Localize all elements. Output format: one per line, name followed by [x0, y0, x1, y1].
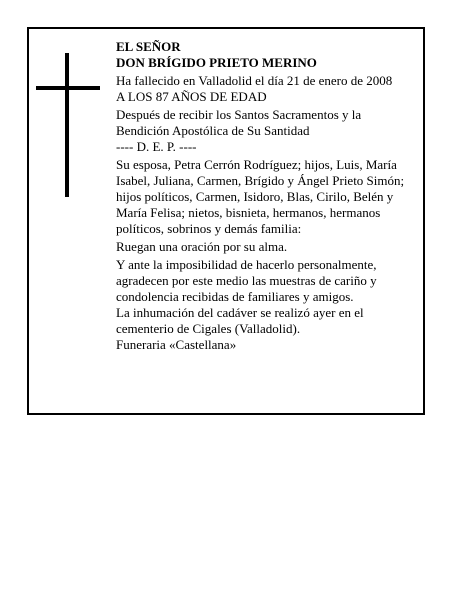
age-line: A LOS 87 AÑOS DE EDAD [116, 89, 267, 104]
thanks-text: Y ante la imposibilidad de hacerlo personalmente, agradecen por este medio las muestras de cariño y condolencia recibidas de familiares y amigos. [116, 257, 377, 304]
family-list: Su esposa, Petra Cerrón Rodríguez; hijos, Luis, María Isabel, Juliana, Carmen, Brígido y Ángel Prieto Simón; hijos políticos, Carmen, Isidoro, Blas, Cirilo, Belén y María Felisa; nietos, bisnieta, hermanos, hermanos políticos, sobrinos y demás familia: [116, 157, 405, 236]
rip-line: ---- D. E. P. ---- [116, 139, 197, 154]
latin-cross-icon [36, 53, 100, 197]
funeral-home: Funeraria «Castellana» [116, 337, 237, 352]
burial-text: La inhumación del cadáver se realizó ayer en el cementerio de Cigales (Valladolid). [116, 305, 364, 336]
cross-stem [65, 53, 69, 197]
obituary-text [116, 39, 416, 353]
death-line: Ha fallecido en Valladolid el día 21 de enero de 2008 [116, 73, 393, 88]
cross-bar [36, 86, 100, 90]
prayer-line: Ruegan una oración por su alma. [116, 239, 288, 254]
deceased-name: DON BRÍGIDO PRIETO MERINO [116, 55, 317, 70]
heading-title: EL SEÑOR [116, 39, 181, 54]
sacraments-text: Después de recibir los Santos Sacramentos y la Bendición Apostólica de Su Santidad [116, 107, 362, 138]
